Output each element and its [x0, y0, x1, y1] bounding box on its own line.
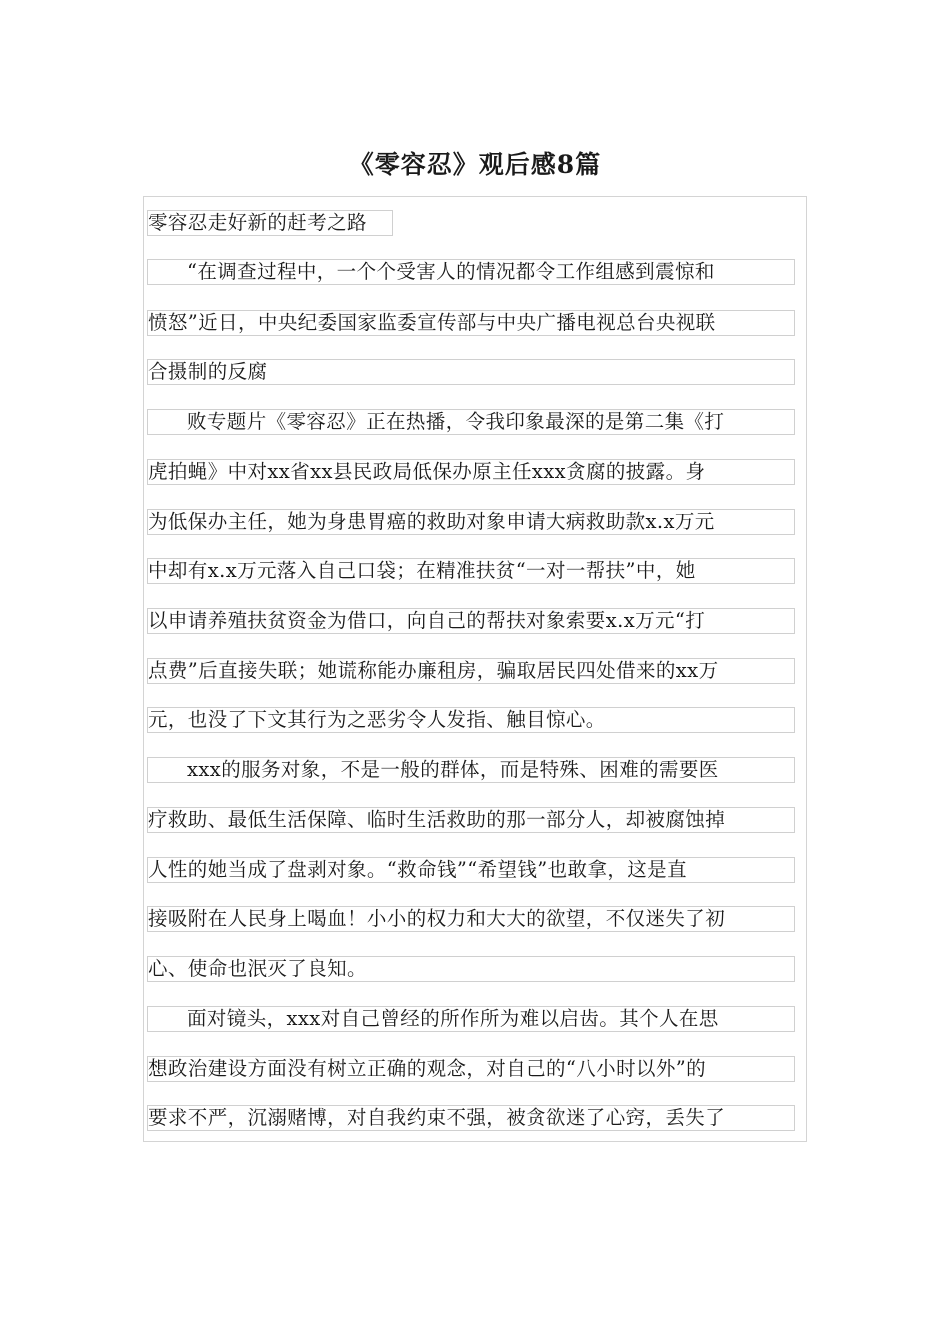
text-line: 愤怒”近日，中央纪委国家监委宣传部与中央广播电视总台央视联: [147, 310, 795, 336]
text-line: 想政治建设方面没有树立正确的观念，对自己的“八小时以外”的: [147, 1056, 795, 1082]
text-line: 以申请养殖扶贫资金为借口，向自己的帮扶对象索要x.x万元“打: [147, 608, 795, 634]
text-line: 要求不严，沉溺赌博，对自我约束不强，被贪欲迷了心窍，丢失了: [147, 1105, 795, 1131]
text-line: 元，也没了下文其行为之恶劣令人发指、触目惊心。: [147, 707, 795, 733]
text-line: xxx的服务对象，不是一般的群体，而是特殊、困难的需要医: [147, 757, 795, 783]
text-line: 面对镜头，xxx对自己曾经的所作所为难以启齿。其个人在思: [147, 1006, 795, 1032]
text-line: 心、使命也泯灭了良知。: [147, 956, 795, 982]
text-line: 人性的她当成了盘剥对象。“救命钱”“希望钱”也敢拿，这是直: [147, 857, 795, 883]
text-line: 为低保办主任，她为身患胃癌的救助对象申请大病救助款x.x万元: [147, 509, 795, 535]
subtitle: 零容忍走好新的赶考之路: [147, 210, 393, 236]
text-line: 合摄制的反腐: [147, 359, 795, 385]
text-line: 败专题片《零容忍》正在热播，令我印象最深的是第二集《打: [147, 409, 795, 435]
text-line: 点费”后直接失联；她谎称能办廉租房，骗取居民四处借来的xx万: [147, 658, 795, 684]
text-line: 虎拍蝇》中对xx省xx县民政局低保办原主任xxx贪腐的披露。身: [147, 459, 795, 485]
text-line: 中却有x.x万元落入自己口袋；在精准扶贫“一对一帮扶”中，她: [147, 558, 795, 584]
page-title: 《零容忍》观后感8篇: [348, 150, 602, 179]
text-line: 疗救助、最低生活保障、临时生活救助的那一部分人，却被腐蚀掉: [147, 807, 795, 833]
text-line: 接吸附在人民身上喝血！小小的权力和大大的欲望，不仅迷失了初: [147, 906, 795, 932]
text-line: “在调查过程中，一个个受害人的情况都令工作组感到震惊和: [147, 259, 795, 285]
